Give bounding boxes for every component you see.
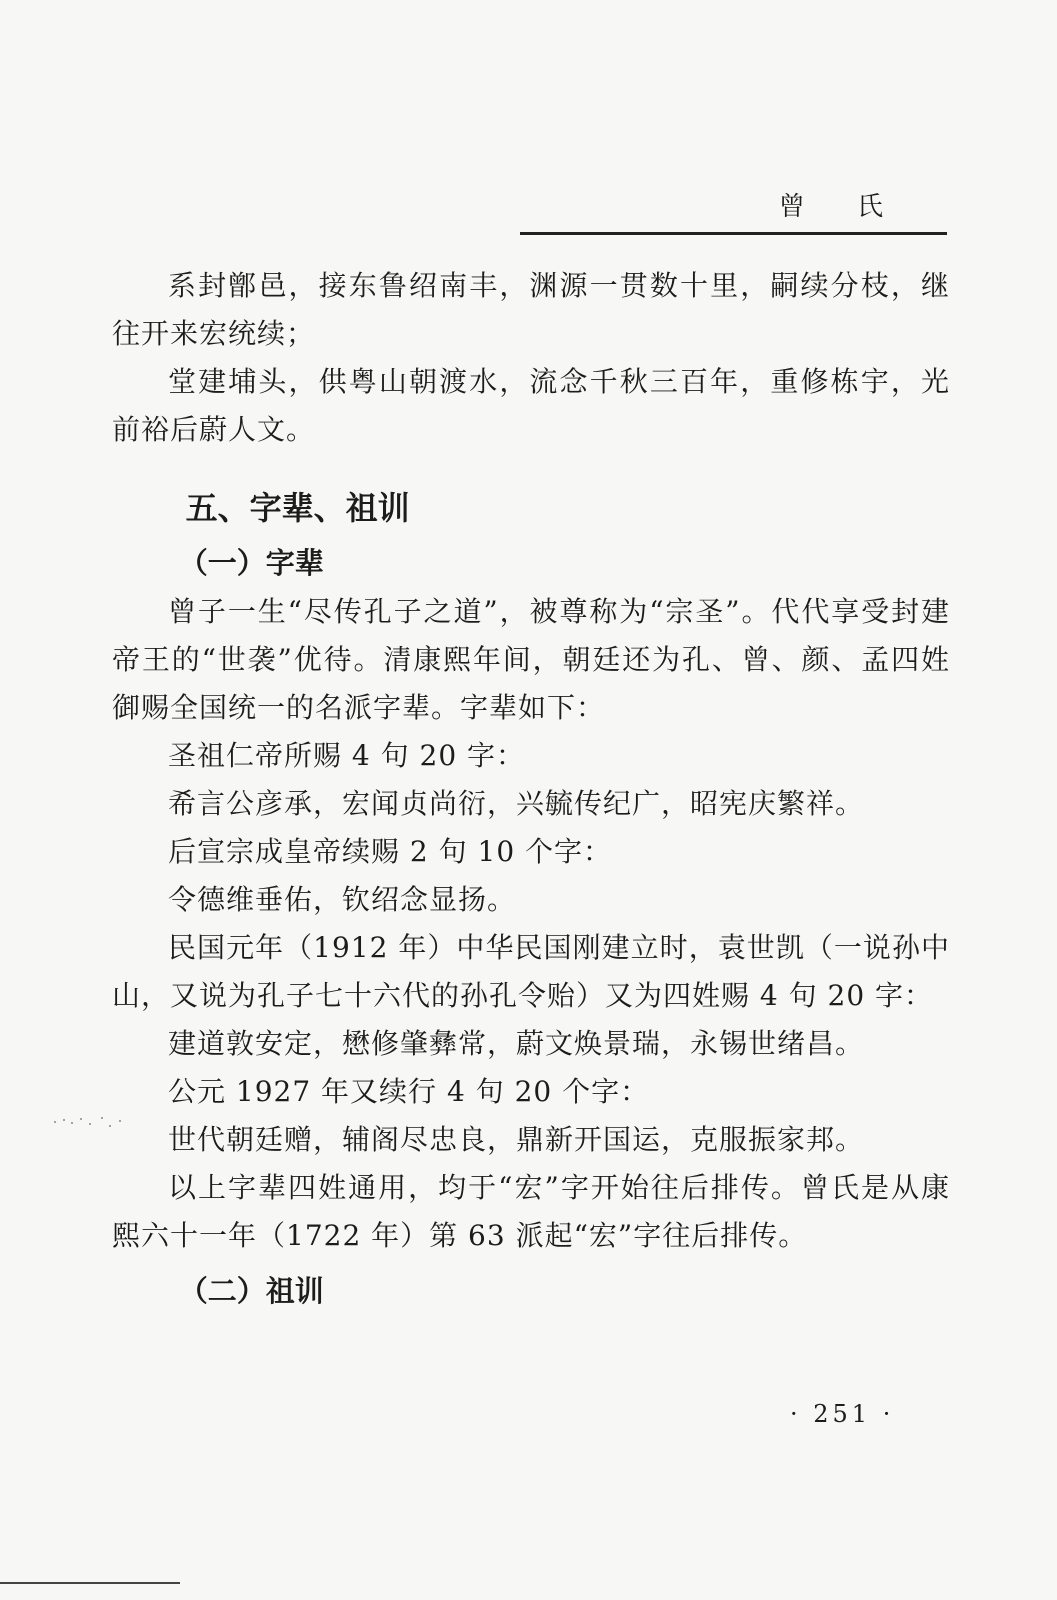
paragraph: 公元 1927 年又续行 4 句 20 个字： — [168, 1075, 650, 1108]
bottom-scan-rule — [0, 1582, 180, 1584]
paragraph: 希言公彦承，宏闻贞尚衍，兴毓传纪广，昭宪庆繁祥。 — [168, 787, 865, 820]
paragraph: 堂建埔头，供粤山朝渡水，流念千秋三百年，重修栋宇，光前裕后蔚人文。 — [112, 365, 950, 446]
paragraph: 令德维垂佑，钦绍念显扬。 — [168, 883, 517, 916]
paragraph: 建道敦安定，懋修肇彝常，蔚文焕景瑞，永锡世绪昌。 — [168, 1027, 865, 1060]
header-rule — [520, 232, 947, 235]
paragraph: 以上字辈四姓通用，均于“宏”字开始往后排传。曾氏是从康熙六十一年（1722 年）第 63 派起“宏”字往后排传。 — [112, 1171, 950, 1252]
page-number: · 251 · — [790, 1400, 895, 1428]
subsection-heading: （一）字辈 — [178, 546, 324, 580]
paragraph: 系封鄫邑，接东鲁绍南丰，渊源一贯数十里，嗣续分枝，继往开来宏统续； — [112, 269, 950, 350]
paragraph: 后宣宗成皇帝续赐 2 句 10 个字： — [168, 835, 613, 868]
running-header — [520, 186, 947, 236]
section-heading: 五、字辈、祖训 — [185, 489, 410, 527]
subsection-heading: （二）祖训 — [178, 1274, 324, 1308]
paragraph: 世代朝廷赠，辅阁尽忠良，鼎新开国运，克服振家邦。 — [168, 1123, 865, 1156]
paragraph: 曾子一生“尽传孔子之道”，被尊称为“宗圣”。代代享受封建帝王的“世袭”优待。清康熙年间，朝廷还为孔、曾、颜、孟四姓御赐全国统一的名派字辈。字辈如下： — [112, 595, 950, 724]
paragraph: 民国元年（1912 年）中华民国刚建立时，袁世凯（一说孙中山，又说为孔子七十六代的孙孔令贻）又为四姓赐 4 句 20 字： — [112, 931, 950, 1012]
paragraph: 圣祖仁帝所赐 4 句 20 字： — [168, 739, 526, 772]
scan-speckles — [50, 1110, 130, 1135]
running-header-title: 曾 氏 — [778, 192, 905, 222]
body-text — [112, 262, 950, 1316]
